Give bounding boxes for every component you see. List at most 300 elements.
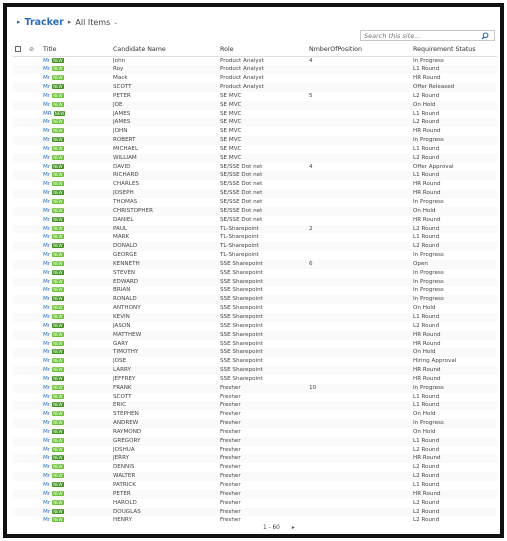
- title-link[interactable]: Mr: [43, 163, 51, 170]
- title-link[interactable]: Mr: [43, 296, 51, 303]
- row-select-cell[interactable]: [13, 419, 29, 428]
- cell-status: In Progress: [413, 136, 497, 145]
- row-select-cell[interactable]: [13, 384, 29, 393]
- title-link[interactable]: Mr: [43, 402, 51, 409]
- row-select-cell[interactable]: [13, 499, 29, 508]
- cell-candidate-name: PETER: [113, 490, 220, 499]
- row-select-cell[interactable]: [13, 463, 29, 472]
- cell-role: SSE Sharepoint: [220, 331, 309, 340]
- table-row[interactable]: [13, 83, 497, 92]
- cell-title: [43, 375, 113, 384]
- table-row[interactable]: [13, 207, 497, 216]
- new-badge-icon: NEW: [53, 455, 63, 461]
- row-attachment-cell: [29, 278, 43, 287]
- cell-role: Fresher: [220, 517, 241, 524]
- table-row[interactable]: [13, 419, 497, 428]
- table-row[interactable]: [13, 145, 497, 154]
- row-select-cell[interactable]: [13, 233, 29, 242]
- table-row[interactable]: [13, 384, 497, 393]
- row-select-cell[interactable]: [13, 216, 29, 225]
- title-link[interactable]: Mr: [43, 225, 51, 232]
- cell-positions: [309, 516, 413, 525]
- new-badge-icon: NEW: [53, 313, 63, 319]
- new-badge-icon: NEW: [53, 145, 63, 151]
- row-attachment-cell: [29, 463, 43, 472]
- row-select-cell[interactable]: [13, 375, 29, 384]
- table-row[interactable]: [13, 357, 497, 366]
- table-row[interactable]: [13, 340, 497, 349]
- cell-positions: 10: [309, 384, 413, 393]
- table-row[interactable]: [13, 463, 497, 472]
- row-attachment-cell: [29, 384, 43, 393]
- title-link[interactable]: Mr: [43, 455, 51, 462]
- row-attachment-cell: [29, 101, 43, 110]
- cell-title: [43, 472, 113, 481]
- cell-status: L2 Round: [413, 464, 440, 471]
- table-row[interactable]: [13, 136, 497, 145]
- title-link[interactable]: Mr: [43, 234, 51, 241]
- search-icon[interactable]: [479, 31, 491, 40]
- column-header-role[interactable]: Role: [220, 44, 309, 56]
- title-link[interactable]: Mr: [43, 482, 51, 488]
- cell-status: L1 Round: [413, 234, 440, 241]
- cell-positions: [309, 233, 413, 242]
- table-row[interactable]: [13, 92, 497, 101]
- cell-title: [43, 278, 113, 287]
- cell-candidate-name: DONALD: [113, 242, 220, 251]
- cell-title: [43, 180, 113, 189]
- cell-status: In Progress: [413, 252, 444, 259]
- table-row[interactable]: [13, 74, 497, 83]
- items-table: [13, 44, 497, 525]
- row-select-cell[interactable]: [13, 56, 29, 65]
- new-badge-icon: NEW: [53, 349, 63, 355]
- table-row[interactable]: [13, 331, 497, 340]
- cell-candidate-name: BRIAN: [113, 287, 131, 294]
- cell-positions: 5: [309, 92, 313, 99]
- table-row[interactable]: [13, 260, 497, 269]
- row-select-cell[interactable]: [13, 437, 29, 446]
- row-select-cell[interactable]: [13, 322, 29, 331]
- new-badge-icon: NEW: [53, 296, 63, 302]
- cell-role: SE MVC: [220, 154, 309, 163]
- table-row[interactable]: [13, 233, 497, 242]
- title-link[interactable]: Mr: [43, 367, 51, 374]
- row-select-cell[interactable]: [13, 304, 29, 313]
- table-row[interactable]: [13, 101, 497, 110]
- table-row[interactable]: [13, 286, 497, 295]
- cell-status: In Progress: [413, 295, 497, 304]
- title-link[interactable]: Mr: [43, 260, 51, 267]
- title-link[interactable]: Mr: [43, 517, 51, 524]
- cell-positions: [309, 472, 413, 481]
- title-link[interactable]: Mr: [43, 490, 51, 497]
- row-attachment-cell: [29, 516, 43, 525]
- table-row[interactable]: [13, 322, 497, 331]
- row-attachment-cell: [29, 269, 43, 278]
- table-row[interactable]: [13, 472, 497, 481]
- row-select-cell[interactable]: [13, 163, 29, 172]
- title-link[interactable]: Mr: [43, 446, 51, 453]
- title-link[interactable]: Mr: [43, 181, 51, 188]
- row-attachment-cell: [29, 499, 43, 508]
- row-select-cell[interactable]: [13, 251, 29, 260]
- table-row[interactable]: [13, 437, 497, 446]
- cell-status: HR Round: [413, 128, 441, 135]
- column-header-positions[interactable]: NmberOfPosition: [309, 44, 413, 56]
- row-attachment-cell: [29, 207, 43, 216]
- table-row[interactable]: [13, 225, 497, 234]
- title-link[interactable]: Mr: [43, 411, 51, 418]
- row-attachment-cell: [29, 251, 43, 260]
- cell-positions: [309, 171, 413, 180]
- cell-candidate-name: PAUL: [113, 225, 220, 234]
- site-title-link[interactable]: Tracker: [24, 16, 64, 28]
- cell-positions: [309, 348, 413, 357]
- table-row[interactable]: [13, 269, 497, 278]
- cell-candidate-name: ROBERT: [113, 136, 220, 145]
- cell-candidate-name: DENNIS: [113, 464, 135, 471]
- title-link[interactable]: Mr: [43, 393, 51, 400]
- table-row[interactable]: [13, 154, 497, 163]
- cell-title: [43, 154, 113, 163]
- new-badge-icon: NEW: [53, 128, 63, 134]
- title-link[interactable]: Mr: [43, 92, 51, 99]
- table-row[interactable]: [13, 393, 497, 402]
- row-select-cell[interactable]: [13, 393, 29, 402]
- table-row[interactable]: [13, 198, 497, 207]
- column-header-candidate[interactable]: Candidate Name: [113, 44, 220, 56]
- cell-role: Fresher: [220, 472, 309, 481]
- cell-title: [43, 463, 113, 472]
- new-badge-icon: NEW: [53, 367, 63, 373]
- row-select-cell[interactable]: [13, 74, 29, 83]
- cell-candidate-name: STEPHEN: [113, 411, 139, 418]
- table-row[interactable]: [13, 375, 497, 384]
- title-link[interactable]: Mr: [43, 145, 51, 152]
- row-select-cell[interactable]: [13, 260, 29, 269]
- row-select-cell[interactable]: [13, 348, 29, 357]
- search-box[interactable]: [360, 30, 495, 41]
- row-select-cell[interactable]: [13, 83, 29, 92]
- column-header-status[interactable]: Requirement Status: [413, 44, 497, 56]
- cell-title: [43, 118, 113, 127]
- title-link[interactable]: Mr: [43, 154, 51, 161]
- row-select-cell[interactable]: [13, 171, 29, 180]
- title-link[interactable]: Mr: [43, 375, 51, 382]
- table-row[interactable]: [13, 189, 497, 198]
- table-row[interactable]: [13, 490, 497, 499]
- table-row[interactable]: [13, 446, 497, 455]
- cell-title: [43, 340, 113, 349]
- title-link[interactable]: Mr: [43, 305, 51, 312]
- new-badge-icon: NEW: [53, 331, 63, 337]
- table-row[interactable]: [13, 278, 497, 287]
- cell-positions: [309, 437, 413, 446]
- cell-candidate-name: GEORGE: [113, 252, 138, 259]
- page-range: 1 - 60: [263, 524, 280, 531]
- cell-positions: [309, 207, 413, 216]
- chevron-down-icon[interactable]: ⌄: [113, 18, 119, 26]
- row-select-cell[interactable]: [13, 481, 29, 490]
- table-row[interactable]: [13, 127, 497, 136]
- cell-status: L1 Round: [413, 171, 497, 180]
- table-row[interactable]: [13, 313, 497, 322]
- cell-title: [43, 127, 113, 136]
- cell-status: In Progress: [413, 278, 497, 287]
- cell-candidate-name: PATRICK: [113, 482, 136, 488]
- row-select-cell[interactable]: [13, 357, 29, 366]
- table-row[interactable]: [13, 348, 497, 357]
- title-link[interactable]: Mr: [43, 358, 51, 365]
- next-page-icon[interactable]: ▸: [291, 524, 295, 531]
- new-badge-icon: NEW: [53, 252, 63, 258]
- title-link[interactable]: Mr: [43, 128, 51, 135]
- row-select-cell[interactable]: [13, 198, 29, 207]
- column-header-title[interactable]: Title: [43, 44, 113, 56]
- cell-positions: [309, 110, 413, 119]
- cell-positions: [309, 136, 413, 145]
- title-link[interactable]: Mr: [43, 420, 51, 427]
- row-select-cell[interactable]: [13, 286, 29, 295]
- table-row[interactable]: [13, 366, 497, 375]
- title-link[interactable]: Mr: [43, 508, 51, 515]
- select-all-cell[interactable]: [13, 44, 29, 56]
- cell-title: [43, 225, 113, 234]
- title-link[interactable]: Mr: [43, 57, 51, 64]
- cell-positions: [309, 313, 413, 322]
- view-selector[interactable]: All Items: [75, 17, 111, 27]
- row-select-cell[interactable]: [13, 110, 29, 119]
- title-link[interactable]: Mr: [43, 252, 51, 259]
- row-select-cell[interactable]: [13, 278, 29, 287]
- new-badge-icon: NEW: [53, 278, 63, 284]
- cell-candidate-name: GREGORY: [113, 437, 220, 446]
- cell-title: [43, 286, 113, 295]
- row-attachment-cell: [29, 357, 43, 366]
- select-all-checkbox[interactable]: [15, 46, 21, 52]
- cell-role: SSE Sharepoint: [220, 313, 309, 322]
- cell-role: Fresher: [220, 482, 241, 488]
- title-link[interactable]: MR: [43, 110, 52, 117]
- cell-candidate-name: Roy: [113, 65, 220, 74]
- cell-status: L2 Round: [413, 92, 440, 99]
- cell-status: Open: [413, 260, 497, 269]
- row-attachment-cell: [29, 118, 43, 127]
- title-link[interactable]: Mr: [43, 322, 51, 329]
- cell-role: SSE Sharepoint: [220, 340, 263, 347]
- new-badge-icon: NEW: [53, 84, 63, 90]
- cell-positions: [309, 127, 413, 136]
- title-link[interactable]: Mr: [43, 216, 51, 223]
- cell-candidate-name: JEFFREY: [113, 375, 136, 382]
- cell-positions: [309, 419, 413, 428]
- row-select-cell[interactable]: [13, 313, 29, 322]
- cell-role: Fresher: [220, 428, 241, 435]
- title-link[interactable]: Mr: [43, 84, 51, 91]
- title-link[interactable]: Mr: [43, 331, 51, 338]
- row-select-cell[interactable]: [13, 189, 29, 198]
- table-row[interactable]: [13, 295, 497, 304]
- cell-role: Fresher: [220, 508, 309, 517]
- title-link[interactable]: Mr: [43, 278, 51, 285]
- row-attachment-cell: [29, 65, 43, 74]
- table-row[interactable]: [13, 481, 497, 490]
- row-attachment-cell: [29, 154, 43, 163]
- table-row[interactable]: [13, 118, 497, 127]
- cell-positions: [309, 74, 413, 83]
- cell-candidate-name: ERIC: [113, 401, 220, 410]
- table-row[interactable]: [13, 304, 497, 313]
- cell-positions: [309, 154, 413, 163]
- table-row[interactable]: [13, 110, 497, 119]
- row-select-cell[interactable]: [13, 490, 29, 499]
- new-badge-icon: NEW: [53, 358, 63, 364]
- cell-candidate-name: CHRISTOPHER: [113, 207, 220, 216]
- cell-status: On Hold: [413, 348, 497, 357]
- new-badge-icon: NEW: [53, 517, 63, 523]
- title-link[interactable]: Mr: [43, 137, 51, 144]
- table-row[interactable]: [13, 454, 497, 463]
- title-link[interactable]: Mr: [43, 101, 51, 108]
- table-row[interactable]: [13, 56, 497, 65]
- table-row[interactable]: [13, 428, 497, 437]
- row-select-cell[interactable]: [13, 295, 29, 304]
- cell-title: [43, 490, 113, 499]
- row-select-cell[interactable]: [13, 101, 29, 110]
- row-select-cell[interactable]: [13, 340, 29, 349]
- cell-positions: 6: [309, 260, 413, 269]
- row-select-cell[interactable]: [13, 508, 29, 517]
- table-row[interactable]: [13, 499, 497, 508]
- cell-positions: [309, 83, 413, 92]
- title-link[interactable]: Mr: [43, 437, 51, 444]
- cell-title: [43, 410, 113, 419]
- title-link[interactable]: Mr: [43, 199, 51, 205]
- cell-positions: [309, 304, 413, 313]
- title-link[interactable]: Mr: [43, 384, 51, 391]
- title-link[interactable]: Mr: [43, 243, 51, 250]
- row-select-cell[interactable]: [13, 366, 29, 375]
- row-attachment-cell: [29, 375, 43, 384]
- title-link[interactable]: Mr: [43, 428, 51, 435]
- row-select-cell[interactable]: [13, 207, 29, 216]
- table-row[interactable]: [13, 65, 497, 74]
- title-link[interactable]: Mr: [43, 172, 51, 179]
- row-select-cell[interactable]: [13, 92, 29, 101]
- table-row[interactable]: [13, 242, 497, 251]
- cell-positions: 2: [309, 225, 413, 234]
- search-input[interactable]: [361, 31, 479, 40]
- row-select-cell[interactable]: [13, 472, 29, 481]
- title-link[interactable]: Mr: [43, 473, 51, 480]
- title-link[interactable]: Mr: [43, 464, 51, 471]
- row-select-cell[interactable]: [13, 401, 29, 410]
- title-link[interactable]: Mr: [43, 287, 51, 294]
- row-select-cell[interactable]: [13, 154, 29, 163]
- cell-status: In Progress: [413, 199, 444, 205]
- cell-role: Fresher: [220, 446, 241, 453]
- row-attachment-cell: [29, 419, 43, 428]
- title-link[interactable]: Mr: [43, 207, 51, 214]
- cell-status: Hiring Approval: [413, 358, 457, 365]
- new-badge-icon: NEW: [53, 305, 63, 311]
- title-link[interactable]: Mr: [43, 349, 51, 356]
- new-badge-icon: NEW: [53, 243, 63, 249]
- title-link[interactable]: Mr: [43, 66, 51, 73]
- cell-positions: [309, 446, 413, 455]
- row-select-cell[interactable]: [13, 180, 29, 189]
- table-row[interactable]: [13, 508, 497, 517]
- cell-title: [43, 454, 113, 463]
- row-attachment-cell: [29, 410, 43, 419]
- table-row[interactable]: [13, 516, 497, 525]
- cell-status: On Hold: [413, 305, 436, 312]
- title-link[interactable]: Mr: [43, 313, 51, 320]
- row-attachment-cell: [29, 56, 43, 65]
- cell-status: L2 Round: [413, 225, 497, 234]
- row-select-cell[interactable]: [13, 516, 29, 525]
- row-select-cell[interactable]: [13, 454, 29, 463]
- cell-title: [43, 56, 113, 65]
- table-row[interactable]: [13, 251, 497, 260]
- title-link[interactable]: Mr: [43, 269, 51, 276]
- row-select-cell[interactable]: [13, 136, 29, 145]
- row-select-cell[interactable]: [13, 428, 29, 437]
- cell-title: [43, 384, 113, 393]
- row-select-cell[interactable]: [13, 269, 29, 278]
- title-link[interactable]: Mr: [43, 499, 51, 506]
- title-link[interactable]: Mr: [43, 340, 51, 347]
- title-link[interactable]: Mr: [43, 75, 51, 82]
- new-badge-icon: NEW: [53, 163, 63, 169]
- row-select-cell[interactable]: [13, 446, 29, 455]
- cell-positions: [309, 401, 413, 410]
- row-attachment-cell: [29, 437, 43, 446]
- table-row[interactable]: [13, 401, 497, 410]
- cell-positions: [309, 145, 413, 154]
- table-row[interactable]: [13, 180, 497, 189]
- row-select-cell[interactable]: [13, 65, 29, 74]
- new-badge-icon: NEW: [53, 216, 63, 222]
- title-link[interactable]: Mr: [43, 190, 51, 197]
- cell-candidate-name: DANIEL: [113, 216, 134, 223]
- cell-candidate-name: RONALD: [113, 295, 220, 304]
- cell-role: Fresher: [220, 393, 241, 400]
- cell-role: SE/SSE Dot net: [220, 163, 263, 170]
- row-select-cell[interactable]: [13, 410, 29, 419]
- row-select-cell[interactable]: [13, 145, 29, 154]
- row-select-cell[interactable]: [13, 118, 29, 127]
- table-row[interactable]: [13, 163, 497, 172]
- cell-positions: 4: [309, 163, 313, 170]
- row-select-cell[interactable]: [13, 225, 29, 234]
- new-badge-icon: NEW: [53, 269, 63, 275]
- table-row[interactable]: [13, 216, 497, 225]
- cell-title: [43, 401, 113, 410]
- cell-title: [43, 163, 113, 172]
- row-attachment-cell: [29, 295, 43, 304]
- row-select-cell[interactable]: [13, 331, 29, 340]
- table-row[interactable]: [13, 410, 497, 419]
- cell-title: [43, 207, 113, 216]
- title-link[interactable]: Mr: [43, 119, 51, 126]
- table-row[interactable]: [13, 171, 497, 180]
- row-select-cell[interactable]: [13, 242, 29, 251]
- cell-positions: [309, 357, 413, 366]
- row-select-cell[interactable]: [13, 127, 29, 136]
- cell-role: TL-Sharepoint: [220, 252, 259, 259]
